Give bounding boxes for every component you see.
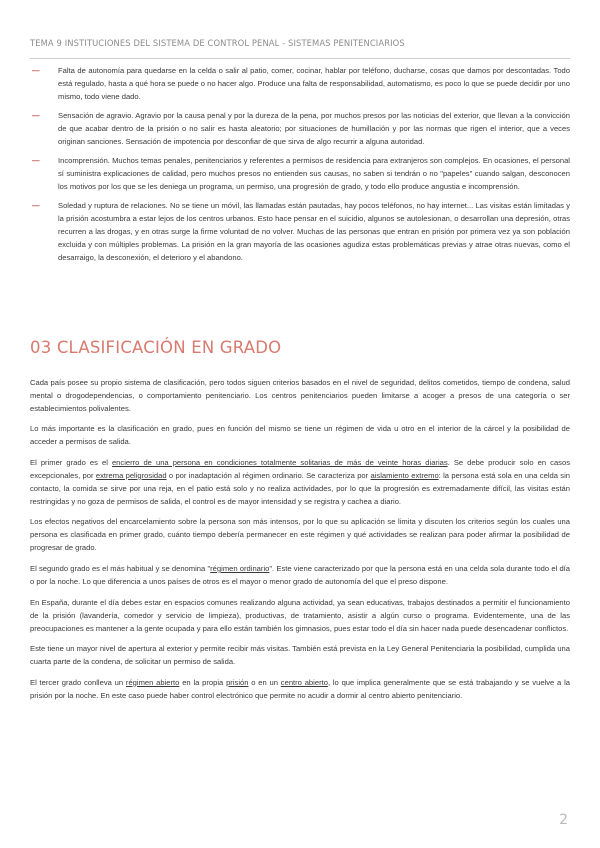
paragraph-classification-intro: Cada país posee su propio sistema de clasificación, pero todos siguen criterios basados en el nivel de seguridad, delitos cometidos, tiempo de condena, salud mental o drogodependencias, o comportamiento penitenciario. Los centros penitenciarios pueden limitarse a acoger a presos de una categoría o ser establecimientos polivalentes. xyxy=(30,377,570,413)
bullet-dash: — xyxy=(32,156,40,165)
paragraph-first-grade xyxy=(30,456,570,508)
underlined-text: extrema peligrosidad xyxy=(95,470,167,480)
bullet-text: Falta de autonomía para quedarse en la celda o salir al patio, comer, cocinar, hablar por teléfono, ducharse, cosas que damos por descontadas. Todo está regulado, hasta a qué hora se puede o no hacer algo. Produce una falta de responsabilidad, automatismo, es poco lo que se puede decidir por uno mismo, todo viene dado. xyxy=(58,66,570,101)
section-body xyxy=(30,368,570,708)
header-divider xyxy=(30,58,570,59)
running-header: TEMA 9 INSTITUCIONES DEL SISTEMA DE CONTROL PENAL - SISTEMAS PENITENCIARIOS xyxy=(30,38,405,48)
bullet-dash: — xyxy=(32,201,40,210)
text-run: El segundo grado es el más habitual y se denomina " xyxy=(30,563,211,573)
page-number: 2 xyxy=(559,812,568,828)
paragraph-second-grade xyxy=(30,562,570,588)
bullet-dash: — xyxy=(32,66,40,75)
list-item xyxy=(30,109,570,148)
paragraph-negative-effects: Los efectos negativos del encarcelamiento sobre la persona son más intensos, por lo que su aplicación se limita y discuten los criterios según los cuales una persona es clasificada en primer grado, cuánto tiempo debería permanecer en este régimen y qué actividades se realizan para poder afirmar la posibilidad de progresar de grado. xyxy=(30,517,570,553)
underlined-text: encierro de una persona en condiciones totalmente solitarias de más de veinte horas diarias xyxy=(111,457,448,467)
text-run: ". Este viene caracterizado por que la persona está en una celda sola durante todo el día o por la noche. Lo que diferencia a unos países de otros es el mayor o menor grado de autonomía del que el preso dispone. xyxy=(30,563,571,586)
underlined-text: aislamiento extremo xyxy=(370,470,439,480)
list-item xyxy=(30,199,570,264)
paragraph-third-grade xyxy=(30,676,570,702)
section-heading: 03 CLASIFICACIÓN EN GRADO xyxy=(30,338,282,357)
bullet-text: Incomprensión. Muchos temas penales, penitenciarios y referentes a permisos de residencia para extranjeros son complejos. En ocasiones, el personal sí suministra explicaciones de calidad, pero muchos presos no entienden sus causas, no saben si tendrán o no "papeles" cuando salgan, desconocen los motivos por los que se les deniega un programa, un permiso, una progresión de grado, y todo ello produce angustia e incomprensión. xyxy=(58,156,570,191)
list-item xyxy=(30,64,570,103)
text-run: en la propia xyxy=(179,677,227,687)
text-run: o en un xyxy=(248,677,281,687)
underlined-text: régimen ordinario xyxy=(210,563,270,573)
text-run: , lo que implica generalmente que se está trabajando y se vuelve a la prisión por la noche. En este caso puede haber control electrónico que permite no acudir a dormir al centro abierto penitenciario. xyxy=(30,677,570,700)
text-run: El primer grado es el xyxy=(30,457,112,467)
text-run: : la persona está sola en una celda sin contacto, la comida se sirve por una reja, en el patio está solo y no realiza actividades, por lo que la progresión es extremadamente difícil, las visitas están restringidas y no goza de permisos de salida, el control es de mayor intensidad y se registra y cachea a diario. xyxy=(30,470,570,506)
text-run: . Se debe producir solo en casos excepcionales, por xyxy=(30,457,570,480)
bullet-dash: — xyxy=(32,111,40,120)
paragraph-spain: En España, durante el día debes estar en espacios comunes realizando alguna actividad, ya sean educativas, trabajos destinados a permitir el funcionamiento de la prisión (lavandería, comedor y servicio de limpieza), productivas, de tratamiento, asistir a algún curso o programa. Evidentemente, una de las preocupaciones es mantener a la gente ocupada y para ello están también los gimnasios, pues estar todo el día sin hacer nada puede desencadenar conflictos. xyxy=(30,597,570,633)
paragraph-grade-importance: Lo más importante es la clasificación en grado, pues en función del mismo se tiene un régimen de vida u otro en el interior de la cárcel y la posibilidad de acceder a permisos de salida. xyxy=(30,424,570,447)
bullet-list xyxy=(30,64,570,270)
text-run: El tercer grado conlleva un xyxy=(30,677,126,687)
text-run: o por inadaptación al régimen ordinario. Se caracteriza por xyxy=(166,470,371,480)
list-item xyxy=(30,154,570,193)
underlined-text: centro abierto xyxy=(280,677,328,687)
bullet-text: Sensación de agravio. Agravio por la causa penal y por la dureza de la pena, por muchos presos por las noticias del exterior, que llevan a la convicción de que acabar dentro de la prisión o no salir es hasta aleatorio; por situaciones de humillación y por las normas que rigen el interior, que a veces originan sanciones. Sensación de impotencia por desconfiar de que sirva de algo recurrir a alguna autoridad. xyxy=(58,111,570,146)
bullet-text: Soledad y ruptura de relaciones. No se tiene un móvil, las llamadas están pautadas, hay pocos teléfonos, no hay internet... Las visitas están limitadas y la prisión acostumbra a estar lejos de los centros urbanos. Esto hace pensar en el suicidio, algunos se autolesionan, o desarrollan una depresión, otras recurren a las drogas, y en otras surge la firme voluntad de no volver. Muchas de las personas que entran en prisión por primera vez ya son población excluida y con múltiples problemas. La prisión en la gran mayoría de las ocasiones agudiza estas problemáticas previas y atrae otras nuevas, como el desarraigo, la desconexión, el deterioro y el abandono. xyxy=(58,201,570,262)
underlined-text: prisión xyxy=(226,677,249,687)
paragraph-openness: Este tiene un mayor nivel de apertura al exterior y permite recibir más visitas. También está prevista en la Ley General Penitenciaria la posibilidad, cumplida una cuarta parte de la condena, de solicitar un permiso de salida. xyxy=(30,644,570,667)
underlined-text: régimen abierto xyxy=(125,677,180,687)
